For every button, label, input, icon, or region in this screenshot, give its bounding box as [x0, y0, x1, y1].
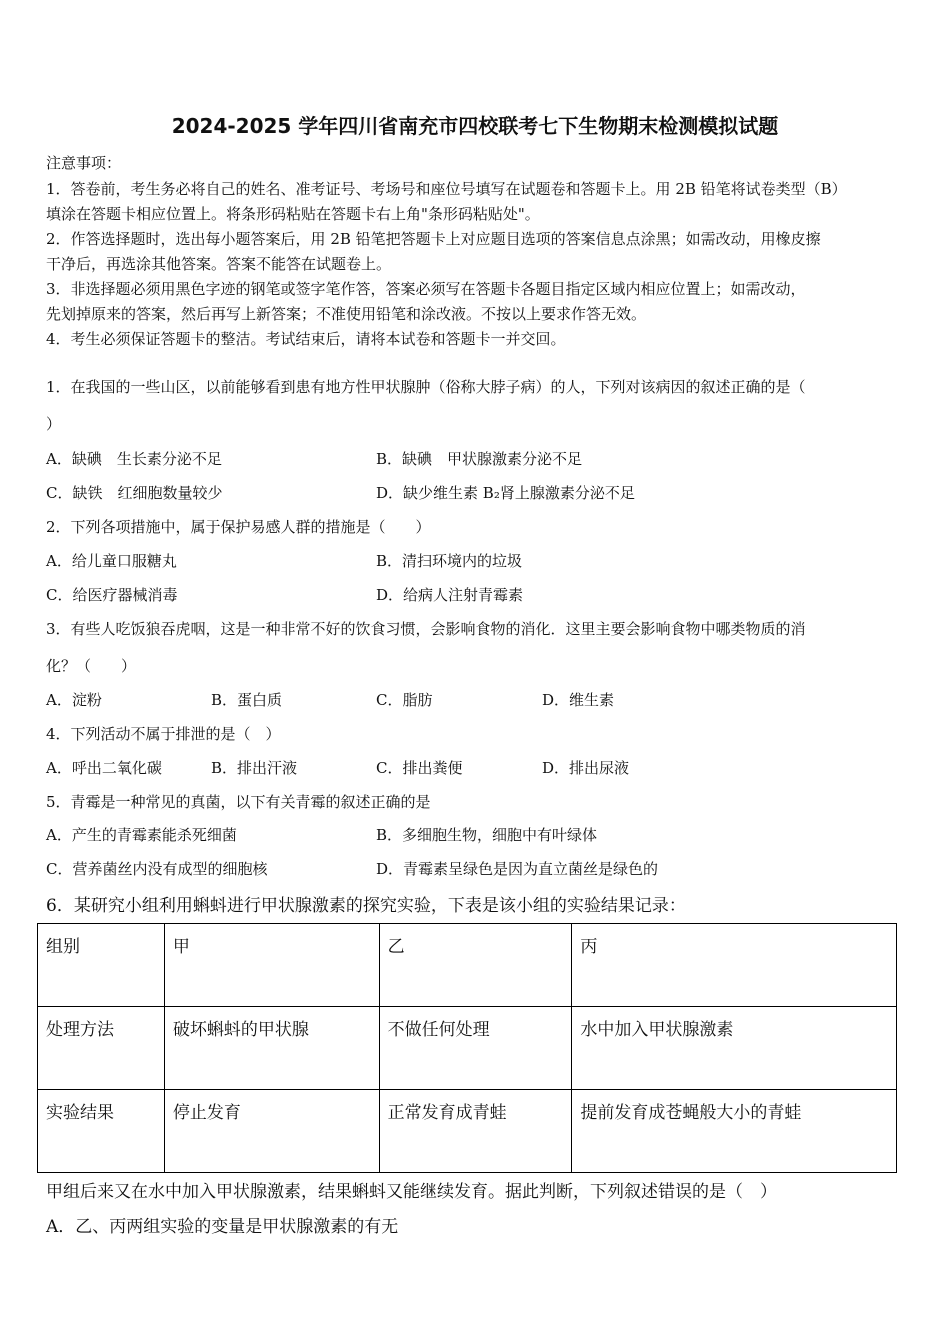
option-d[interactable]: D．排出尿液 [542, 759, 630, 777]
question-stem: 化？（ ） [46, 657, 137, 675]
option-c[interactable]: C．排出粪便 [376, 759, 463, 777]
table-cell: 处理方法 [38, 1007, 165, 1090]
option-b[interactable]: B．清扫环境内的垃圾 [376, 552, 523, 570]
notice-line: 干净后，再选涂其他答案。答案不能答在试题卷上。 [46, 255, 392, 273]
notice-line: 3．非选择题必须用黑色字迹的钢笔或签字笔作答，答案必须写在答题卡各题目指定区域内相应位置上；如需改动， [46, 280, 806, 298]
option-d[interactable]: D．给病人注射青霉素 [376, 586, 524, 604]
question-stem: 2．下列各项措施中，属于保护易感人群的措施是（ ） [46, 518, 431, 536]
notice-line: 4．考生必须保证答题卡的整洁。考试结束后，请将本试卷和答题卡一并交回。 [46, 330, 566, 348]
experiment-table [37, 923, 897, 1173]
option-d[interactable]: D．青霉素呈绿色是因为直立菌丝是绿色的 [376, 860, 659, 878]
question-stem: 4．下列活动不属于排泄的是（ ） [46, 725, 281, 743]
table-row [38, 1007, 897, 1090]
option-b[interactable]: B．排出汗液 [211, 759, 298, 777]
question-stem: 6．某研究小组利用蝌蚪进行甲状腺激素的探究实验，下表是该小组的实验结果记录： [46, 896, 686, 916]
question-stem: 5．青霉是一种常见的真菌，以下有关青霉的叙述正确的是 [46, 793, 431, 811]
question-stem: 3．有些人吃饭狼吞虎咽，这是一种非常不好的饮食习惯，会影响食物的消化．这里主要会影响食物中哪类物质的消 [46, 620, 806, 638]
option-c[interactable]: C．脂肪 [376, 691, 433, 709]
notice-line: 1．答卷前，考生务必将自己的姓名、准考证号、考场号和座位号填写在试题卷和答题卡上。用 2B 铅笔将试卷类型（B） [46, 180, 847, 198]
option-d[interactable]: D．维生素 [542, 691, 615, 709]
question-continuation: 甲组后来又在水中加入甲状腺激素，结果蝌蚪又能继续发育。据此判断，下列叙述错误的是（ ） [46, 1182, 777, 1202]
table-cell: 停止发育 [164, 1090, 379, 1173]
table-cell: 破坏蝌蚪的甲状腺 [164, 1007, 379, 1090]
table-cell: 组别 [38, 924, 165, 1007]
notice-line: 先划掉原来的答案，然后再写上新答案；不准使用铅笔和涂改液。不按以上要求作答无效。 [46, 305, 647, 323]
option-d[interactable]: D．缺少维生素 B₂肾上腺激素分泌不足 [376, 484, 635, 502]
question-stem: 1．在我国的一些山区，以前能够看到患有地方性甲状腺肿（俗称大脖子病）的人，下列对该病因的叙述正确的是（ [46, 378, 806, 396]
notice-heading: 注意事项： [46, 154, 122, 172]
table-cell: 水中加入甲状腺激素 [572, 1007, 897, 1090]
option-b[interactable]: B．缺碘 甲状腺激素分泌不足 [376, 450, 583, 468]
option-a[interactable]: A．呼出二氧化碳 [46, 759, 162, 777]
table-cell: 提前发育成苍蝇般大小的青蛙 [572, 1090, 897, 1173]
option-a[interactable]: A．缺碘 生长素分泌不足 [46, 450, 222, 468]
table-cell: 丙 [572, 924, 897, 1007]
option-a[interactable]: A．产生的青霉素能杀死细菌 [46, 826, 237, 844]
option-c[interactable]: C．营养菌丝内没有成型的细胞核 [46, 860, 268, 878]
table-cell: 正常发育成青蛙 [379, 1090, 572, 1173]
notice-line: 填涂在答题卡相应位置上。将条形码粘贴在答题卡右上角"条形码粘贴处"。 [46, 205, 540, 223]
page-title: 2024-2025 学年四川省南充市四校联考七下生物期末检测模拟试题 [171, 114, 779, 138]
table-cell: 不做任何处理 [379, 1007, 572, 1090]
option-c[interactable]: C．给医疗器械消毒 [46, 586, 178, 604]
option-a[interactable]: A．淀粉 [46, 691, 102, 709]
table-cell: 乙 [379, 924, 572, 1007]
option-a[interactable]: A．乙、丙两组实验的变量是甲状腺激素的有无 [46, 1217, 399, 1237]
notice-line: 2．作答选择题时，选出每小题答案后，用 2B 铅笔把答题卡上对应题目选项的答案信息点涂黑；如需改动，用橡皮擦 [46, 230, 821, 248]
option-b[interactable]: B．多细胞生物，细胞中有叶绿体 [376, 826, 598, 844]
table-row [38, 924, 897, 1007]
table-row [38, 1090, 897, 1173]
option-a[interactable]: A．给儿童口服糖丸 [46, 552, 177, 570]
question-stem: ） [46, 415, 62, 433]
option-b[interactable]: B．蛋白质 [211, 691, 283, 709]
option-c[interactable]: C．缺铁 红细胞数量较少 [46, 484, 223, 502]
table-cell: 实验结果 [38, 1090, 165, 1173]
table-cell: 甲 [164, 924, 379, 1007]
